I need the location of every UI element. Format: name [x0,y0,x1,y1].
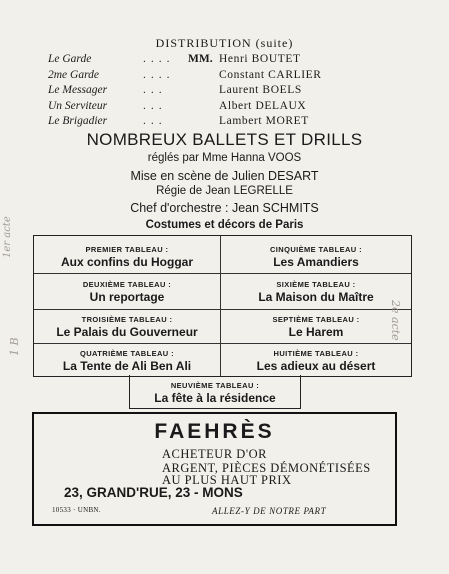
ad-slogan: ALLEZ-Y DE NOTRE PART [212,506,327,516]
tableau-number: HUITIÈME TABLEAU : [273,349,359,358]
tableau-title: Aux confins du Hoggar [61,255,193,269]
grid-divider [220,236,221,376]
pencil-note-side: 1 B [8,337,21,356]
ad-line: AU PLUS HAUT PRIX [162,473,292,487]
cast-actor: Albert DELAUX [219,99,307,112]
pencil-note-act1: 1er acte [2,216,13,258]
tableau-title: Le Harem [288,325,344,339]
tableau-9 [125,381,305,405]
tableau-number: SEPTIÈME TABLEAU : [272,315,360,324]
cast-dots: ... [143,115,167,127]
cast-row [48,99,408,115]
cast-dots: ... [143,84,167,96]
regie-line: Régie de Jean LEGRELLE [156,185,293,197]
ad-name: FAEHRÈS [154,420,275,443]
cast-role: 2me Garde [48,68,99,81]
tableau-3 [37,315,217,339]
cast-list [48,52,408,130]
cast-row [48,68,408,84]
page-title: DISTRIBUTION (suite) [155,36,294,50]
tableau-2 [37,280,217,304]
cast-dots: .... [143,53,175,65]
tableau-title: La fête à la résidence [154,391,276,405]
ad-line: ACHETEUR D'OR [162,447,267,461]
tableau-number: NEUVIÈME TABLEAU : [170,381,260,390]
tableau-5 [226,245,406,269]
grid-divider [34,343,411,344]
tableau-number: TROISIÈME TABLEAU : [81,315,173,324]
tableau-title: Un reportage [89,290,165,304]
tableau-8 [226,349,406,373]
tableau-9-box [129,375,301,409]
tableau-number: SIXIÈME TABLEAU : [276,280,356,289]
tableau-1 [37,245,217,269]
cast-role: Un Serviteur [48,99,108,112]
grid-divider [34,273,411,274]
cast-actor: Henri BOUTET [219,53,301,65]
cast-row [48,52,408,68]
chef-orchestre-line: Chef d'orchestre : Jean SCHMITS [130,201,319,215]
tableau-title: La Tente de Ali Ben Ali [62,359,192,373]
tableau-4 [37,349,217,373]
grid-divider [34,309,411,310]
cast-row [48,114,408,130]
tableau-number: CINQUIÈME TABLEAU : [269,245,363,254]
tableau-title: Les Amandiers [273,255,359,269]
tableau-7 [226,315,406,339]
cast-actor: Laurent BOELS [219,84,302,96]
tableau-6 [226,280,406,304]
pencil-note-act2: 2e acte [389,300,402,341]
cast-row [48,83,408,99]
cast-role: Le Brigadier [48,115,108,127]
tableau-title: Les adieux au désert [256,359,376,373]
cast-role: Le Messager [48,84,108,96]
ballets-heading: NOMBREUX BALLETS ET DRILLS [86,130,363,149]
tableau-number: PREMIER TABLEAU : [85,245,169,254]
mise-en-scene-line: Mise en scène de Julien DESART [130,169,319,183]
ad-address: 23, GRAND'RUE, 23 - MONS [64,485,243,500]
cast-actor: Constant CARLIER [219,68,322,81]
tableau-title: La Maison du Maître [258,290,374,304]
regles-line: réglés par Mme Hanna VOOS [147,152,302,164]
tableau-title: Le Palais du Gouverneur [56,325,198,339]
tableau-number: DEUXIÈME TABLEAU : [82,280,172,289]
tableaux-grid [33,235,412,377]
cast-mm: MM. [188,53,213,65]
faehres-advertisement [32,412,397,526]
tableau-number: QUATRIÈME TABLEAU : [80,349,174,358]
costumes-line: Costumes et décors de Paris [145,219,304,231]
cast-role: Le Garde [48,53,92,65]
ad-line: ARGENT, PIÈCES DÉMONÉTISÉES [162,461,371,475]
printer-mark: 10533 · UNBN. [52,506,101,514]
cast-dots: ... [143,99,167,112]
cast-dots: .... [143,68,175,81]
cast-actor: Lambert MORET [219,115,309,127]
